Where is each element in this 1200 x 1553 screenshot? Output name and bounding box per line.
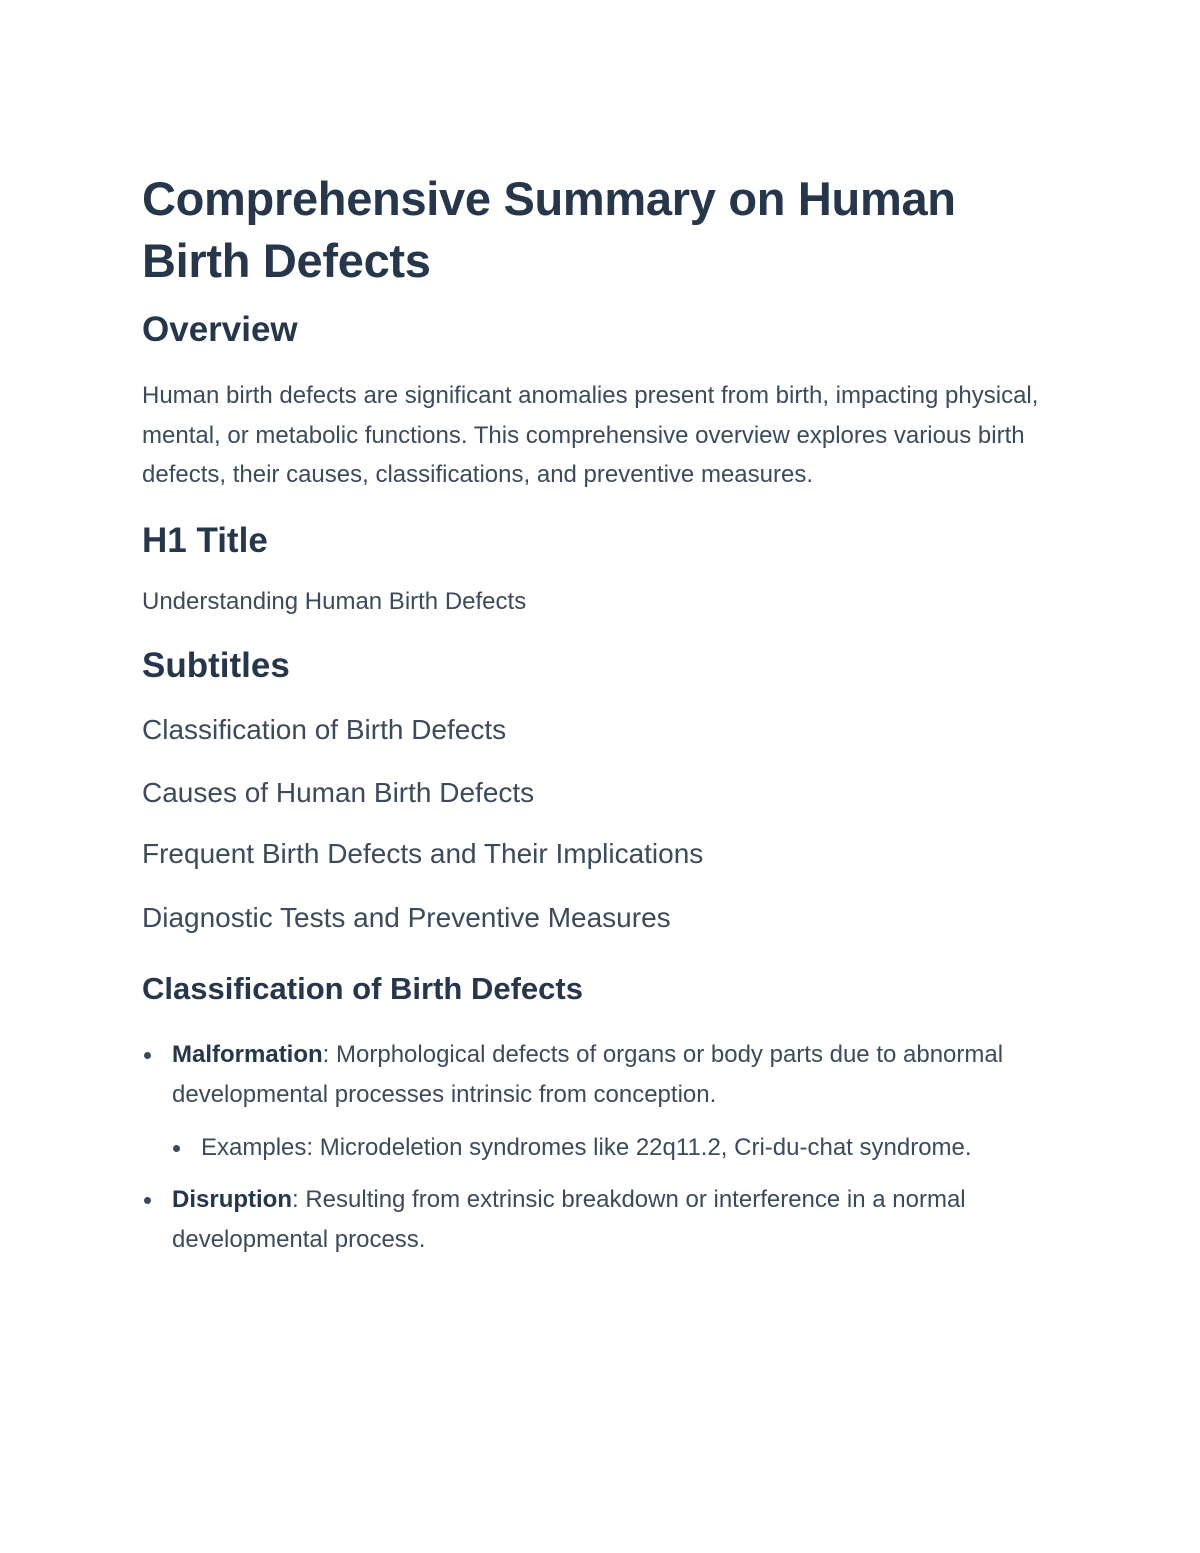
document-page xyxy=(142,168,1042,1260)
bullet-icon xyxy=(173,1145,180,1152)
classification-list xyxy=(142,1035,1042,1260)
term-disruption: Disruption xyxy=(172,1186,292,1213)
overview-heading: Overview xyxy=(142,310,298,349)
term-malformation: Malformation xyxy=(172,1041,323,1068)
malformation-example: Examples: Microdeletion syndromes like 22q11.2, Cri-du-chat syndrome. xyxy=(201,1134,972,1161)
bullet-icon xyxy=(144,1197,151,1204)
h1-title-heading: H1 Title xyxy=(142,520,268,560)
list-item-malformation xyxy=(142,1035,1042,1115)
classification-heading: Classification of Birth Defects xyxy=(142,971,583,1006)
list-item-disruption xyxy=(142,1180,1042,1260)
subtitles-heading: Subtitles xyxy=(142,646,290,685)
list-item-example xyxy=(142,1128,1042,1168)
overview-paragraph: Human birth defects are significant anomalies present from birth, impacting physical, mental, or metabolic functions. This comprehensive overview explores various birth defects, their causes, classifications, and preventive measures. xyxy=(142,382,1039,488)
bullet-icon xyxy=(144,1052,151,1059)
h1-title-text: Understanding Human Birth Defects xyxy=(142,587,527,615)
subtitle-item: Classification of Birth Defects xyxy=(142,714,507,745)
malformation-description: : Morphological defects of organs or body parts due to abnormal developmental processes intrinsic from conception. xyxy=(172,1041,1004,1108)
document-title: Comprehensive Summary on Human Birth Defects xyxy=(142,172,956,287)
subtitle-item: Causes of Human Birth Defects xyxy=(142,777,535,808)
subtitle-item: Frequent Birth Defects and Their Implications xyxy=(142,838,704,869)
subtitle-item: Diagnostic Tests and Preventive Measures xyxy=(142,902,671,933)
disruption-description: : Resulting from extrinsic breakdown or interference in a normal developmental process. xyxy=(172,1186,966,1253)
